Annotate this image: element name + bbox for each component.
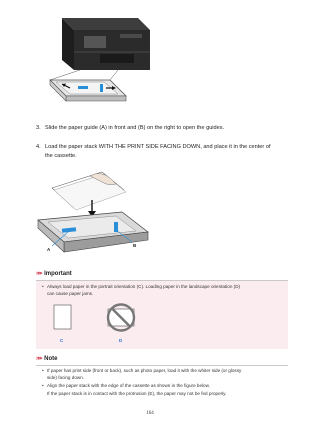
- step-text: Slide the paper guide (A) in front and (B) on the right to open the guides.: [45, 125, 225, 131]
- step-number: 4.: [36, 144, 41, 150]
- chevron-right-icon: >>>: [36, 271, 42, 277]
- note-bullet-1-line-1: If paper has print side (front or back), such as photo paper, load it with the whiter side (or glossy: [47, 368, 242, 373]
- note-bullet-1-line-2: side) facing down.: [47, 374, 85, 380]
- note-title: Note: [44, 356, 58, 362]
- label-d: D: [119, 338, 123, 343]
- bullet-dot: •: [42, 368, 44, 373]
- callout-b: B: [133, 243, 137, 248]
- note-header: [36, 355, 288, 363]
- important-header: [36, 270, 288, 278]
- important-body: [36, 281, 288, 349]
- note-bullet-2-line-1: Align the paper stack with the edge of the cassette as shown in the figure below.: [47, 383, 210, 388]
- page-number: 164: [146, 411, 154, 416]
- important-title: Important: [44, 271, 72, 277]
- cassette-illustration: [30, 168, 160, 260]
- important-bullet-line-2: can cause paper jams.: [47, 290, 94, 296]
- label-c: C: [60, 338, 64, 343]
- bullet-dot: •: [42, 284, 44, 289]
- important-section: [36, 270, 288, 350]
- callout-a: A: [47, 247, 51, 252]
- figure-load-paper: [30, 168, 160, 260]
- note-divider: [36, 365, 288, 366]
- portrait-paper-icon: [54, 305, 71, 329]
- orientation-figure: [46, 301, 146, 349]
- important-bullet-line-1: Always load paper in the portrait orientation (C). Loading paper in the landscape orientation (D): [47, 284, 241, 289]
- note-bullet-2: [42, 383, 286, 399]
- note-bullet-2-line-2: If the paper stack is in contact with the protrusion (E), the paper may not be fed properly.: [47, 391, 227, 396]
- step-4: [36, 143, 286, 163]
- note-section: [36, 355, 288, 400]
- note-bullet-1: [42, 368, 286, 382]
- important-bullet: [42, 284, 286, 298]
- chevron-right-icon: >>>: [36, 356, 42, 362]
- figure-printer-cassette: [40, 8, 160, 108]
- step-3: [36, 124, 286, 134]
- step-number: 3.: [36, 125, 41, 131]
- bullet-dot: •: [42, 383, 44, 388]
- printer-illustration: [40, 8, 160, 108]
- step-text-line-2: the cassette.: [45, 153, 77, 159]
- step-text-line-1: Load the paper stack WITH THE PRINT SIDE FACING DOWN, and place it in the center of: [45, 144, 271, 150]
